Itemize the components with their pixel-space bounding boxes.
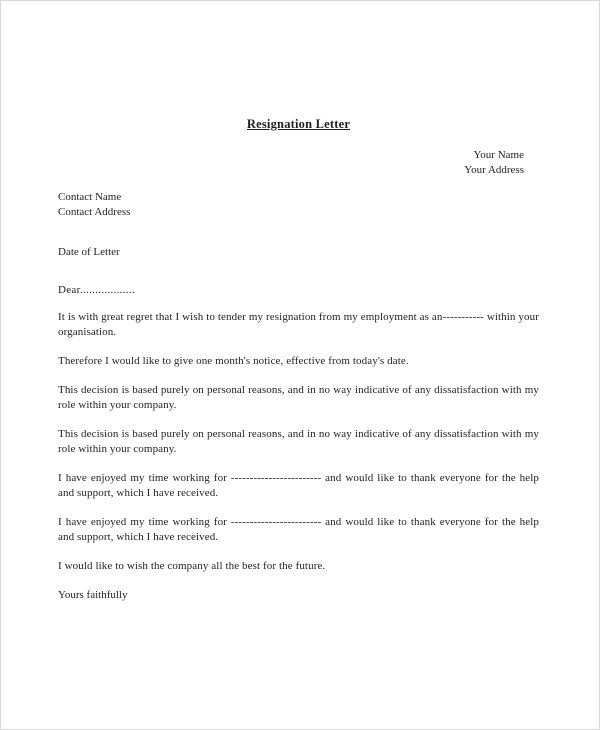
- paragraph-personal-reasons-1: This decision is based purely on personal reasons, and in no way indicative of any dissatisfaction with my role within your company.: [58, 384, 539, 411]
- recipient-block: [58, 190, 539, 219]
- paragraph-notice-period: Therefore I would like to give one month's notice, effective from today's date.: [58, 355, 409, 367]
- recipient-name: Contact Name: [58, 191, 122, 203]
- sender-name: Your Name: [473, 149, 524, 161]
- sender-address: Your Address: [464, 163, 524, 176]
- letter-title: Resignation Letter: [246, 117, 351, 131]
- letter-body: [1, 1, 599, 603]
- closing-valediction: Yours faithfully: [58, 589, 128, 601]
- paragraph-best-wishes: I would like to wish the company all the best for the future.: [58, 560, 326, 572]
- date-of-letter: Date of Letter: [58, 246, 120, 258]
- sender-block: [58, 148, 524, 177]
- paragraph-personal-reasons-2: This decision is based purely on personal reasons, and in no way indicative of any dissatisfaction with my role within your company.: [58, 428, 539, 455]
- paragraph-resignation-statement: It is with great regret that I wish to tender my resignation from my employment as an----------- within your organisation.: [58, 311, 539, 338]
- paragraph-thanks-2: I have enjoyed my time working for ------------------------ and would like to thank everyone for the help and support, which I have received.: [58, 516, 539, 543]
- paragraph-thanks-1: I have enjoyed my time working for ------------------------ and would like to thank everyone for the help and support, which I have received.: [58, 472, 539, 499]
- salutation: Dear..................: [58, 284, 135, 296]
- recipient-address: Contact Address: [58, 205, 131, 218]
